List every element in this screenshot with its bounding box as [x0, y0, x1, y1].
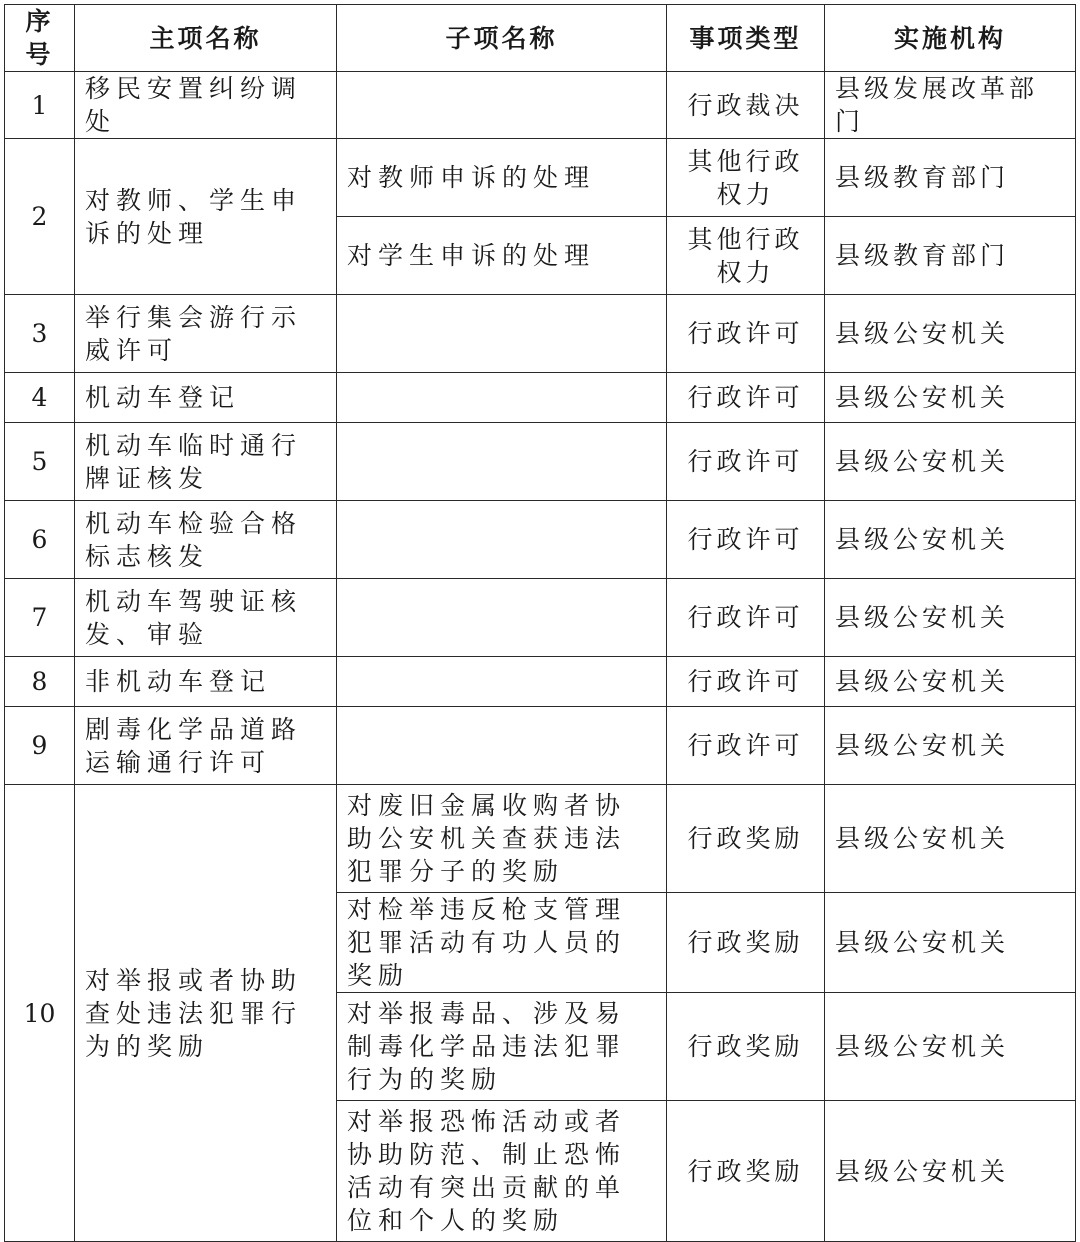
- type-cell: 行政奖励: [667, 1101, 825, 1242]
- seq-cell: 1: [5, 72, 75, 139]
- table-row: [5, 295, 1076, 373]
- seq-cell: 8: [5, 657, 75, 707]
- type-cell: 行政许可: [667, 707, 825, 785]
- type-cell: 行政奖励: [667, 993, 825, 1101]
- main-cell: 移民安置纠纷调处: [75, 72, 337, 139]
- sub-cell: [337, 373, 667, 423]
- org-cell: 县级公安机关: [825, 707, 1076, 785]
- sub-cell: [337, 295, 667, 373]
- type-cell: 行政奖励: [667, 893, 825, 993]
- type-cell: 行政许可: [667, 423, 825, 501]
- sub-cell: 对举报恐怖活动或者协助防范、制止恐怖活动有突出贡献的单位和个人的奖励: [337, 1101, 667, 1242]
- seq-cell: 6: [5, 501, 75, 579]
- sub-cell: 对教师申诉的处理: [337, 139, 667, 217]
- table-row: [5, 139, 1076, 217]
- table-header-row: [5, 5, 1076, 72]
- main-cell: 对举报或者协助查处违法犯罪行为的奖励: [75, 785, 337, 1242]
- sub-cell: [337, 707, 667, 785]
- type-cell: 行政许可: [667, 373, 825, 423]
- sub-cell: 对检举违反枪支管理犯罪活动有功人员的奖励: [337, 893, 667, 993]
- table-row: [5, 72, 1076, 139]
- org-cell: 县级公安机关: [825, 993, 1076, 1101]
- table-row: [5, 657, 1076, 707]
- type-cell: 行政许可: [667, 295, 825, 373]
- main-cell: 剧毒化学品道路运输通行许可: [75, 707, 337, 785]
- org-cell: 县级公安机关: [825, 373, 1076, 423]
- seq-cell: 10: [5, 785, 75, 1242]
- main-cell: 机动车检验合格标志核发: [75, 501, 337, 579]
- type-cell: 行政许可: [667, 579, 825, 657]
- table-row: [5, 373, 1076, 423]
- type-cell: 行政许可: [667, 657, 825, 707]
- sub-cell: 对学生申诉的处理: [337, 217, 667, 295]
- org-cell: 县级教育部门: [825, 139, 1076, 217]
- main-cell: 非机动车登记: [75, 657, 337, 707]
- sub-cell: [337, 579, 667, 657]
- org-cell: 县级公安机关: [825, 785, 1076, 893]
- seq-cell: 4: [5, 373, 75, 423]
- sub-cell: 对举报毒品、涉及易制毒化学品违法犯罪行为的奖励: [337, 993, 667, 1101]
- header-org: 实施机构: [825, 5, 1076, 72]
- sub-cell: 对废旧金属收购者协助公安机关查获违法犯罪分子的奖励: [337, 785, 667, 893]
- sub-cell: [337, 501, 667, 579]
- sub-cell: [337, 72, 667, 139]
- table-row: [5, 785, 1076, 893]
- seq-cell: 2: [5, 139, 75, 295]
- org-cell: 县级公安机关: [825, 295, 1076, 373]
- main-cell: 机动车临时通行牌证核发: [75, 423, 337, 501]
- items-table: [4, 4, 1076, 1242]
- type-cell: 行政奖励: [667, 785, 825, 893]
- seq-cell: 7: [5, 579, 75, 657]
- main-cell: 举行集会游行示威许可: [75, 295, 337, 373]
- type-cell: 行政许可: [667, 501, 825, 579]
- seq-cell: 3: [5, 295, 75, 373]
- table-row: [5, 501, 1076, 579]
- sub-cell: [337, 423, 667, 501]
- org-cell: 县级公安机关: [825, 579, 1076, 657]
- type-cell: 行政裁决: [667, 72, 825, 139]
- header-sub: 子项名称: [337, 5, 667, 72]
- table-row: [5, 423, 1076, 501]
- org-cell: 县级公安机关: [825, 501, 1076, 579]
- org-cell: 县级发展改革部门: [825, 72, 1076, 139]
- org-cell: 县级公安机关: [825, 657, 1076, 707]
- header-type: 事项类型: [667, 5, 825, 72]
- seq-cell: 5: [5, 423, 75, 501]
- header-seq: 序号: [5, 5, 75, 72]
- sub-cell: [337, 657, 667, 707]
- seq-cell: 9: [5, 707, 75, 785]
- org-cell: 县级公安机关: [825, 423, 1076, 501]
- org-cell: 县级公安机关: [825, 893, 1076, 993]
- table-row: [5, 707, 1076, 785]
- org-cell: 县级公安机关: [825, 1101, 1076, 1242]
- table-row: [5, 579, 1076, 657]
- main-cell: 机动车登记: [75, 373, 337, 423]
- org-cell: 县级教育部门: [825, 217, 1076, 295]
- main-cell: 机动车驾驶证核发、审验: [75, 579, 337, 657]
- header-main: 主项名称: [75, 5, 337, 72]
- type-cell: 其他行政权力: [667, 139, 825, 217]
- type-cell: 其他行政权力: [667, 217, 825, 295]
- main-cell: 对教师、学生申诉的处理: [75, 139, 337, 295]
